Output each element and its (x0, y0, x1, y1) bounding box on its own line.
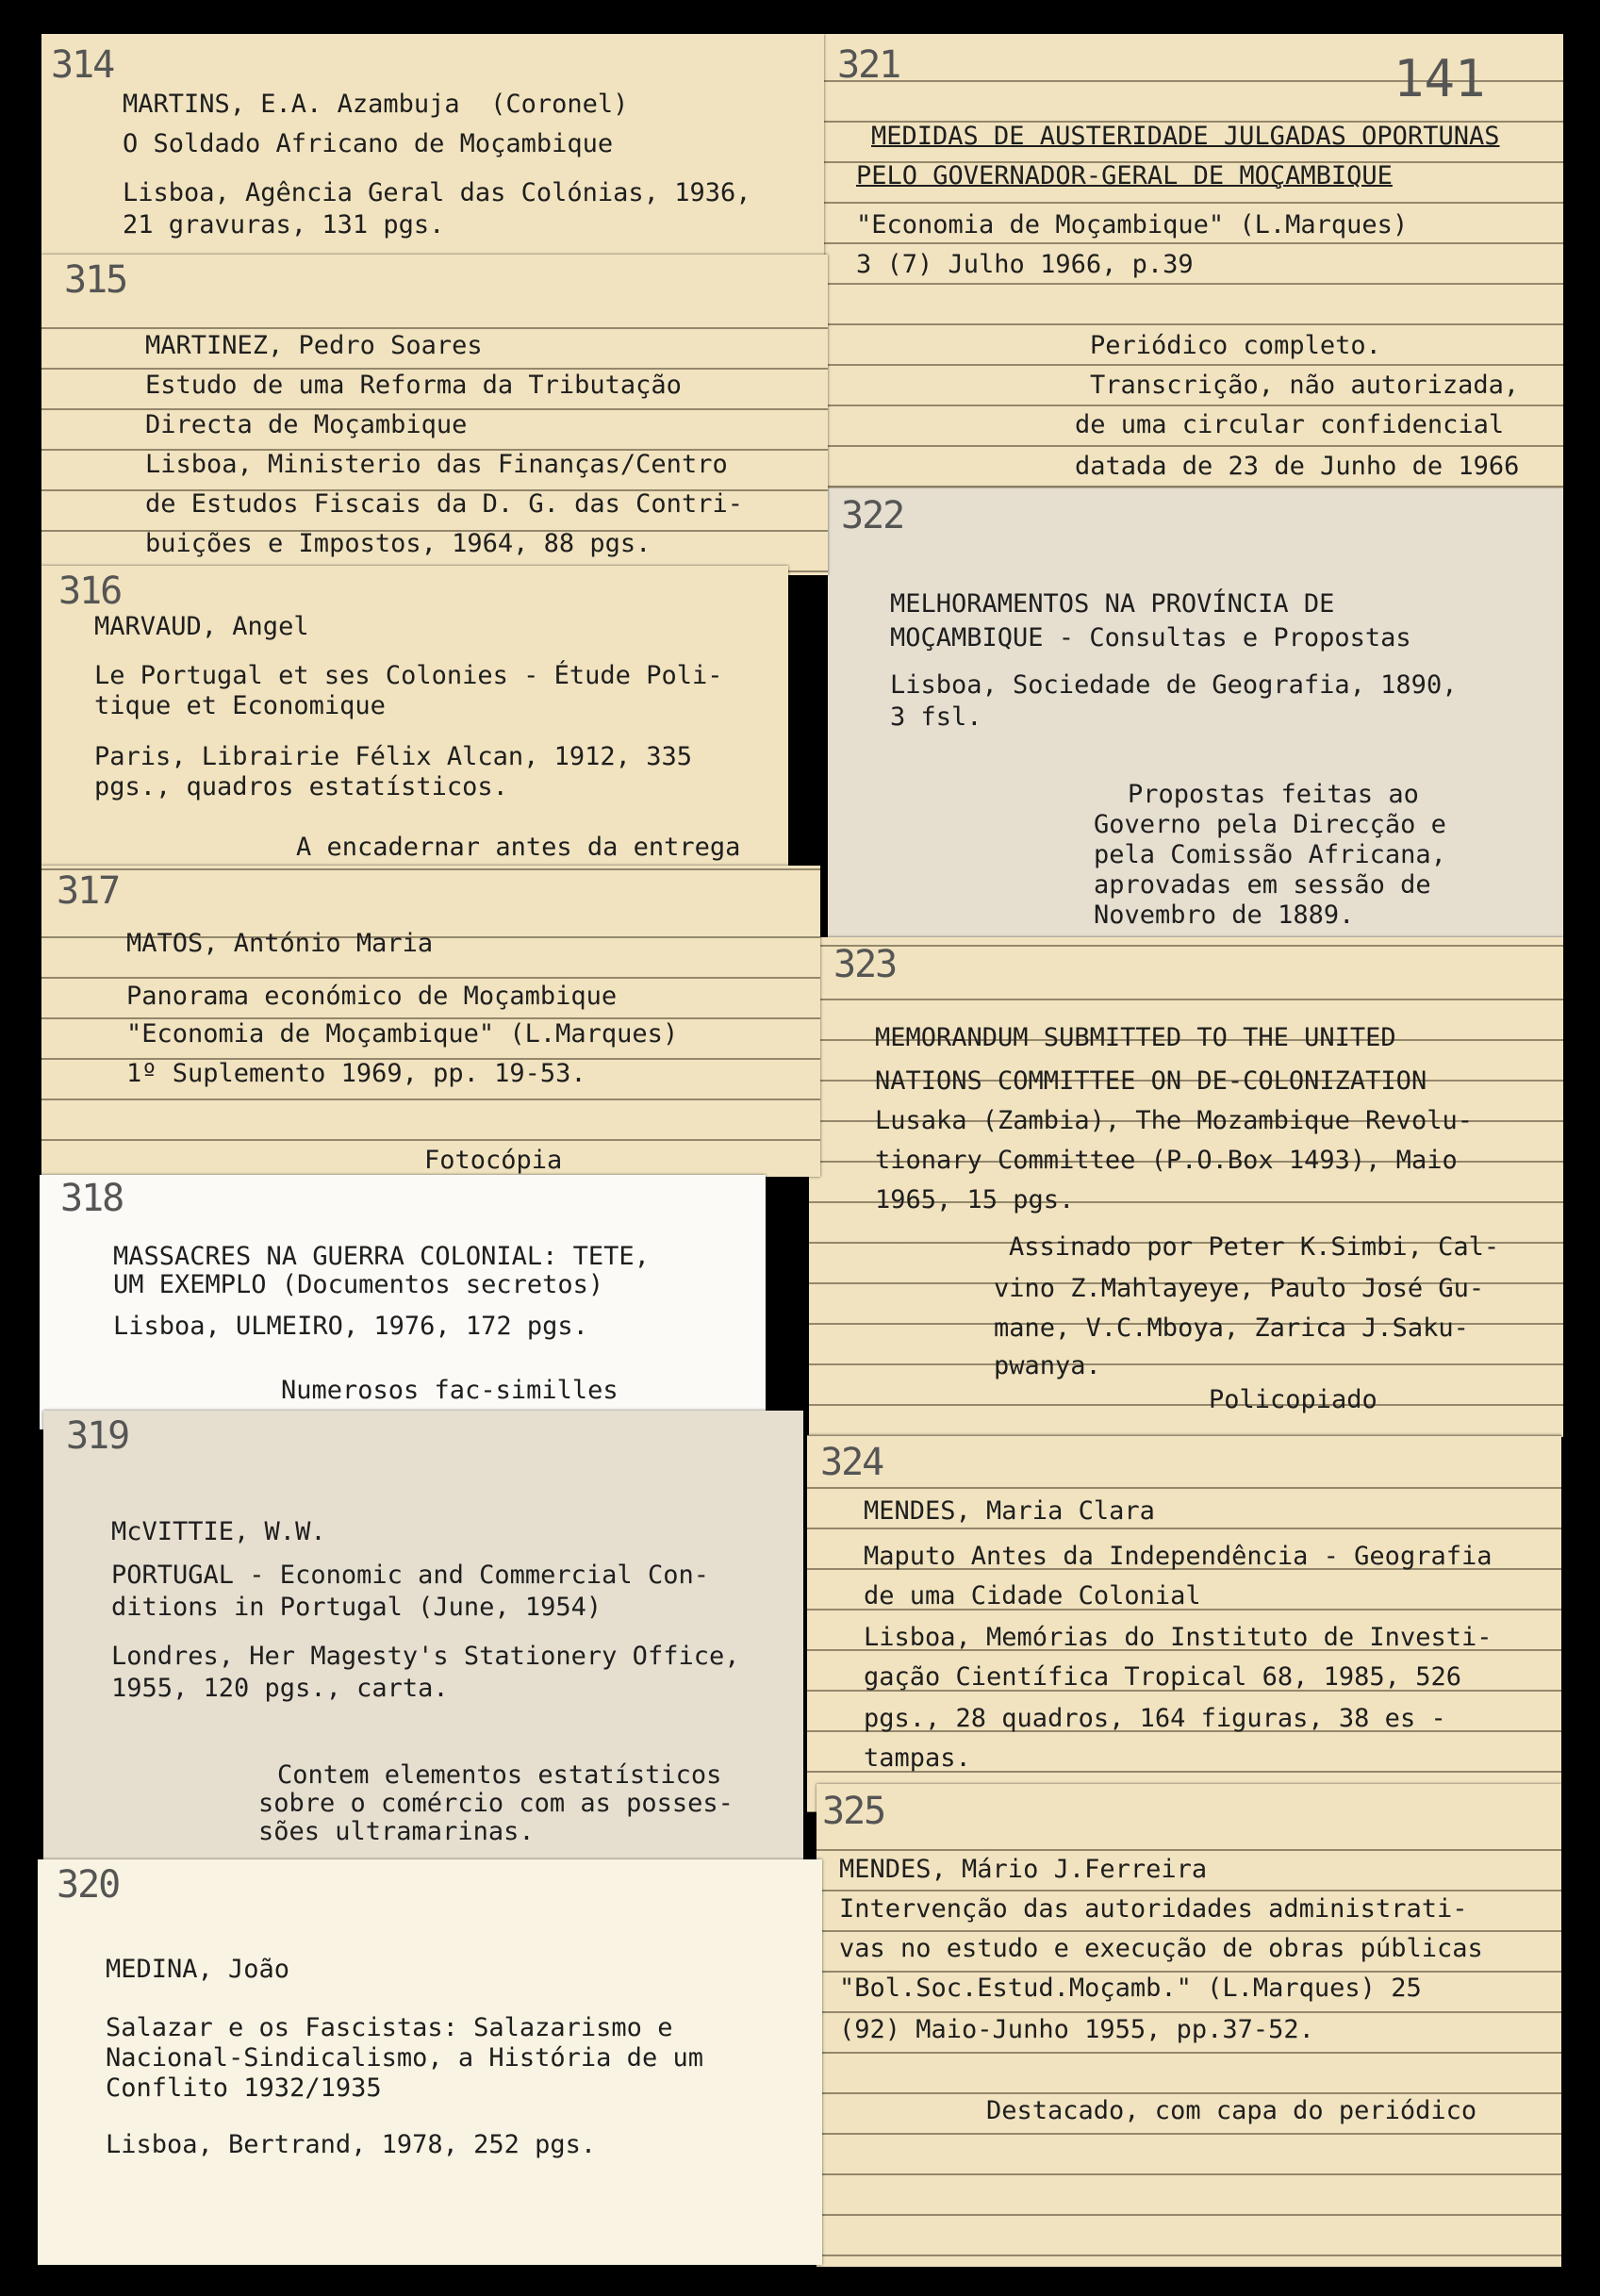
card-number: 318 (60, 1177, 124, 1220)
card-number: 317 (57, 869, 120, 913)
card-number: 325 (822, 1790, 885, 1833)
author-line: MEDINA, João (106, 1955, 290, 1984)
source-line: buições e Impostos, 1964, 88 pgs. (145, 529, 652, 558)
source-line: tionary Committee (P.O.Box 1493), Maio (875, 1146, 1458, 1175)
note-line: Numerosos fac-similles (281, 1376, 619, 1405)
card-325 (816, 1784, 1561, 2267)
note-line: datada de 23 de Junho de 1966 (1075, 452, 1520, 481)
title-line: Nacional-Sindicalismo, a História de um (106, 2043, 703, 2073)
source-line: tampas. (864, 1743, 971, 1773)
title-line: O Soldado Africano de Moçambique (123, 129, 614, 158)
source-line: 1965, 15 pgs. (875, 1185, 1075, 1214)
title-line: PORTUGAL - Economic and Commercial Con- (111, 1561, 709, 1590)
source-line: 1955, 120 pgs., carta. (111, 1674, 449, 1703)
card-number: 316 (58, 570, 122, 613)
card-number: 324 (820, 1441, 883, 1484)
author-line: MENDES, Maria Clara (864, 1496, 1155, 1526)
title-line: de uma Cidade Colonial (864, 1581, 1201, 1611)
title-line: NATIONS COMMITTEE ON DE-COLONIZATION (875, 1066, 1427, 1096)
card-315 (41, 255, 828, 575)
title-line: Intervenção das autoridades administrati- (839, 1894, 1468, 1924)
source-line: 3 (7) Julho 1966, p.39 (856, 250, 1194, 279)
source-line: Lisboa, Memórias do Instituto de Investi- (864, 1623, 1493, 1652)
note-line: Governo pela Direcção e (1094, 810, 1446, 839)
card-322 (828, 488, 1563, 941)
note-line: Fotocópia (424, 1146, 563, 1175)
source-line: gação Científica Tropical 68, 1985, 526 (864, 1662, 1461, 1692)
source-line: 3 fsl. (890, 702, 982, 732)
title-line: MASSACRES NA GUERRA COLONIAL: TETE, (113, 1242, 650, 1271)
author-line: MARTINS, E.A. Azambuja (Coronel) (123, 90, 629, 119)
note-line: vino Z.Mahlayeye, Paulo José Gu- (994, 1274, 1485, 1303)
title-line: UM EXEMPLO (Documentos secretos) (113, 1270, 604, 1299)
title-line: MOÇAMBIQUE - Consultas e Propostas (890, 623, 1411, 652)
card-number: 315 (64, 258, 127, 302)
note-line: Contem elementos estatísticos (277, 1760, 722, 1790)
title-line: Panorama económico de Moçambique (126, 982, 618, 1011)
author-line: MATOS, António Maria (126, 929, 434, 958)
source-line: Lisboa, Agência Geral das Colónias, 1936, (123, 178, 751, 207)
source-line: Lisboa, ULMEIRO, 1976, 172 pgs. (113, 1312, 588, 1341)
note-line: Novembro de 1889. (1094, 900, 1355, 930)
card-320 (38, 1859, 822, 2265)
title-line: Directa de Moçambique (145, 410, 468, 439)
source-line: Lisboa, Sociedade de Geografia, 1890, (890, 670, 1458, 700)
note-line: aprovadas em sessão de (1094, 870, 1431, 900)
title-line: Maputo Antes da Independência - Geografia (864, 1542, 1493, 1571)
author-line: MENDES, Mário J.Ferreira (839, 1855, 1208, 1884)
source-line: "Economia de Moçambique" (L.Marques) (856, 210, 1409, 240)
title-line: Estudo de uma Reforma da Tributação (145, 371, 682, 400)
card-number: 320 (57, 1863, 120, 1907)
card-number: 322 (841, 494, 904, 537)
title-line: PELO GOVERNADOR-GERAL DE MOÇAMBIQUE (856, 161, 1393, 190)
note-line: Assinado por Peter K.Simbi, Cal- (1009, 1232, 1500, 1262)
author-line: McVITTIE, W.W. (111, 1517, 326, 1546)
title-line: MEDIDAS DE AUSTERIDADE JULGADAS OPORTUNAS (871, 122, 1500, 151)
card-317 (41, 866, 820, 1177)
source-line: pgs., quadros estatísticos. (94, 772, 508, 801)
source-line: pgs., 28 quadros, 164 figuras, 38 es - (864, 1704, 1446, 1733)
note-line: Periódico completo. (1090, 331, 1381, 360)
note-line: A encadernar antes da entrega (296, 833, 741, 862)
title-line: ditions in Portugal (June, 1954) (111, 1593, 602, 1622)
note-line: pela Comissão Africana, (1094, 840, 1446, 869)
title-line: tique et Economique (94, 691, 386, 720)
source-line: Londres, Her Magesty's Stationery Office, (111, 1642, 740, 1671)
note-line: sões ultramarinas. (258, 1817, 535, 1846)
card-316 (41, 566, 788, 869)
card-number: 319 (66, 1414, 129, 1458)
card-314 (41, 34, 824, 289)
source-line: Paris, Librairie Félix Alcan, 1912, 335 (94, 742, 692, 771)
title-line: Conflito 1932/1935 (106, 2073, 382, 2103)
card-number: 323 (833, 943, 897, 986)
title-line: Le Portugal et ses Colonies - Étude Poli- (94, 661, 723, 690)
source-line: 21 gravuras, 131 pgs. (123, 210, 445, 240)
title-line: Salazar e os Fascistas: Salazarismo e (106, 2013, 673, 2042)
title-line: vas no estudo e execução de obras públicas (839, 1934, 1483, 1963)
author-line: MARTINEZ, Pedro Soares (145, 331, 483, 360)
title-line: MELHORAMENTOS NA PROVÍNCIA DE (890, 589, 1335, 619)
note-line: de uma circular confidencial (1075, 410, 1505, 439)
card-323 (809, 937, 1563, 1437)
note-line: Propostas feitas ao (1128, 780, 1419, 809)
card-number: 314 (51, 43, 114, 87)
author-line: MARVAUD, Angel (94, 612, 309, 641)
note-line: Policopiado (1209, 1385, 1377, 1414)
card-319 (43, 1411, 803, 1863)
source-line: de Estudos Fiscais da D. G. das Contri- (145, 489, 743, 519)
source-line: Lusaka (Zambia), The Mozambique Revolu- (875, 1106, 1473, 1135)
card-324 (807, 1435, 1561, 1812)
note-line: Destacado, com capa do periódico (986, 2096, 1477, 2125)
note-line: mane, V.C.Mboya, Zarica J.Saku- (994, 1313, 1469, 1343)
source-line: 1º Suplemento 1969, pp. 19-53. (126, 1059, 586, 1088)
title-line: MEMORANDUM SUBMITTED TO THE UNITED (875, 1023, 1396, 1052)
note-line: sobre o comércio com as posses- (258, 1789, 734, 1818)
note-line: Transcrição, não autorizada, (1090, 371, 1520, 400)
page-number: 141 (1394, 49, 1486, 108)
card-number: 321 (837, 43, 900, 87)
card-318 (40, 1175, 766, 1429)
source-line: (92) Maio-Junho 1955, pp.37-52. (839, 2015, 1314, 2044)
title-line: "Economia de Moçambique" (L.Marques) (126, 1019, 679, 1049)
source-line: "Bol.Soc.Estud.Moçamb." (L.Marques) 25 (839, 1974, 1422, 2003)
source-line: Lisboa, Bertrand, 1978, 252 pgs. (106, 2130, 597, 2159)
note-line: pwanya. (994, 1351, 1101, 1380)
source-line: Lisboa, Ministerio das Finanças/Centro (145, 450, 728, 479)
